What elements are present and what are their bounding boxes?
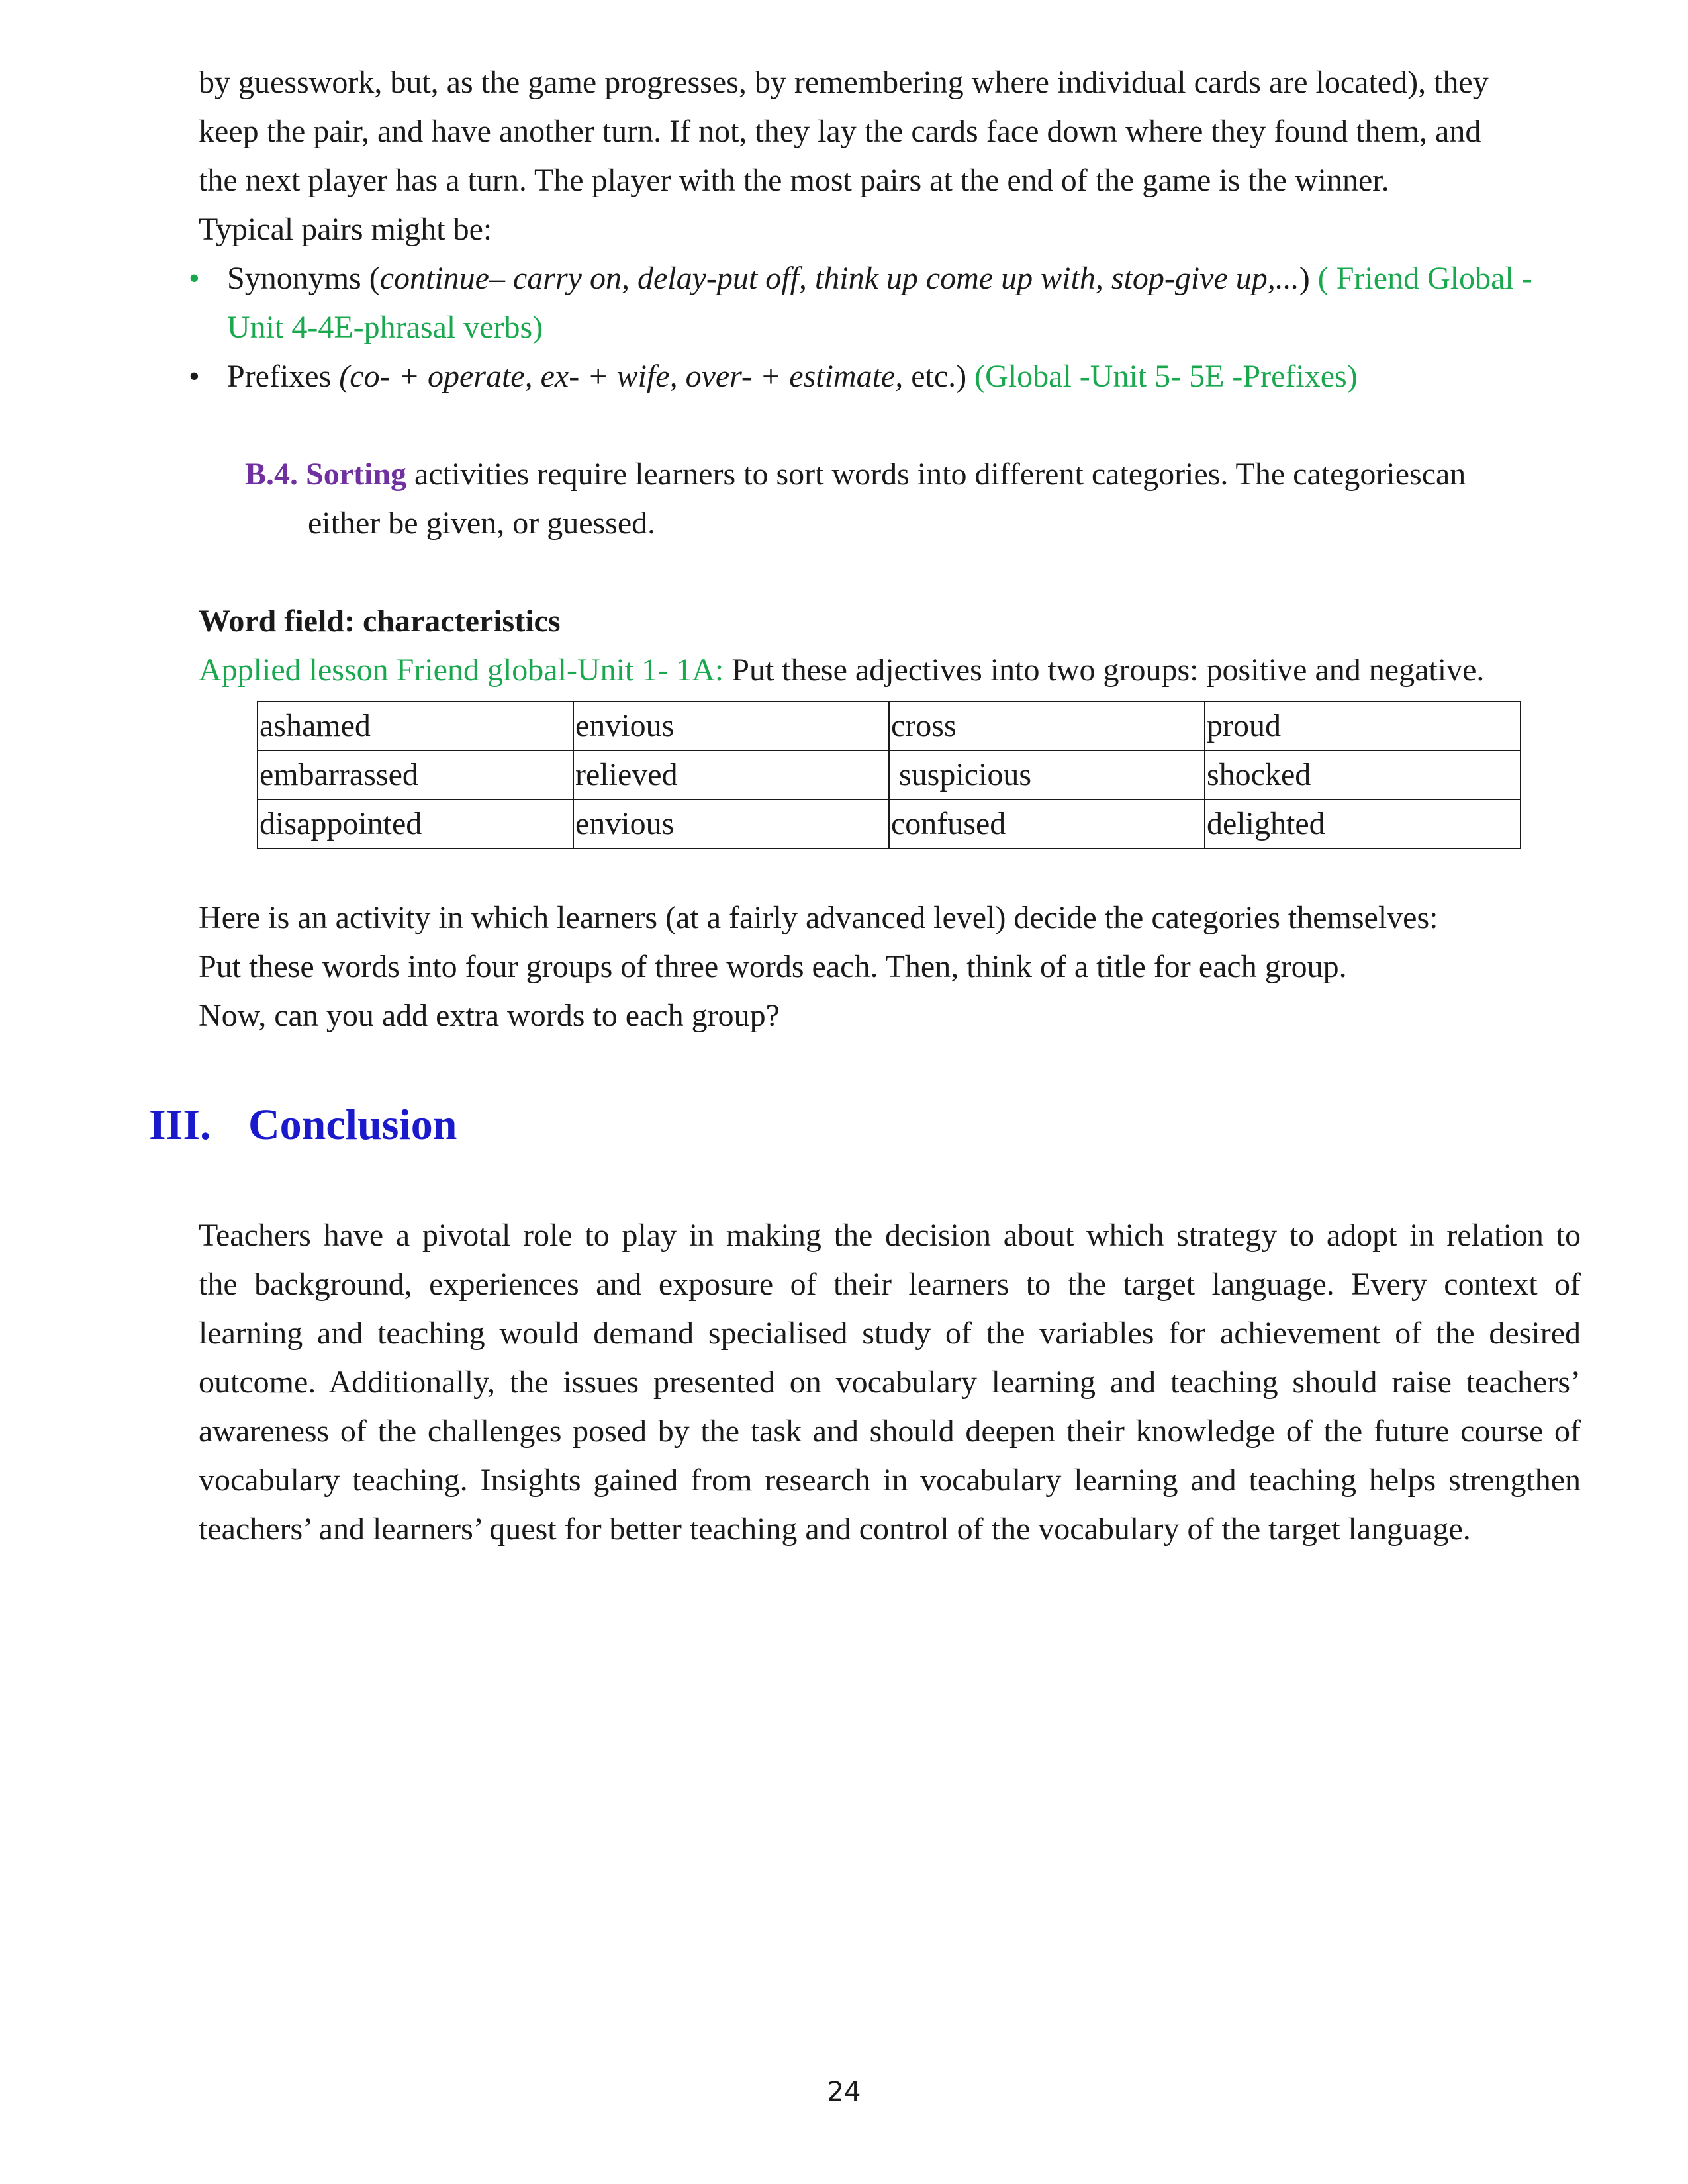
paragraph-line: outcome. Additionally, the issues presented on vocabulary learning and teaching should raise teachers’ bbox=[199, 1365, 1581, 1400]
paragraph-line: teachers’ and learners’ quest for better teaching and control of the vocabulary of the target language. bbox=[199, 1512, 1471, 1547]
bullet-examples: continue– carry on, delay-put off, think up come up with, stop-give up,... bbox=[379, 261, 1299, 296]
bullet-reference-cont: Unit 4-4E-phrasal verbs) bbox=[227, 310, 543, 345]
adjective-table bbox=[257, 701, 1521, 849]
table-row bbox=[258, 751, 1521, 799]
table-cell: cross bbox=[889, 702, 1205, 751]
table-cell: delighted bbox=[1205, 799, 1521, 848]
applied-lesson-instruction: Put these adjectives into two groups: positive and negative. bbox=[724, 653, 1485, 688]
bullet-synonyms bbox=[227, 254, 1532, 303]
bullet-label: Synonyms ( bbox=[227, 261, 380, 296]
activity-line: Now, can you add extra words to each group? bbox=[199, 998, 780, 1033]
page-number: 24 bbox=[827, 2077, 861, 2107]
section-heading bbox=[149, 1095, 457, 1155]
table-cell: embarrassed bbox=[258, 751, 573, 799]
table-row bbox=[258, 799, 1521, 848]
table-cell: proud bbox=[1205, 702, 1521, 751]
table-row bbox=[258, 702, 1521, 751]
intro-line: keep the pair, and have another turn. If not, they lay the cards face down where they found them, and bbox=[199, 114, 1481, 149]
applied-lesson bbox=[199, 646, 1484, 695]
paragraph-line: vocabulary teaching. Insights gained from research in vocabulary learning and teaching helps strengthen bbox=[199, 1463, 1581, 1498]
table-cell: suspicious bbox=[889, 751, 1205, 799]
bullet-reference: ( Friend Global - bbox=[1309, 261, 1532, 296]
sorting-text-cont: either be given, or guessed. bbox=[308, 506, 656, 541]
table-cell: shocked bbox=[1205, 751, 1521, 799]
section-number: III. bbox=[149, 1101, 211, 1149]
sorting-text: activities require learners to sort words into different categories. The categoriescan bbox=[406, 457, 1466, 492]
paragraph-line: awareness of the challenges posed by the task and should deepen their knowledge of the future course of bbox=[199, 1414, 1581, 1449]
table-cell: disappointed bbox=[258, 799, 573, 848]
table-cell: envious bbox=[573, 702, 889, 751]
word-field-title: Word field: characteristics bbox=[199, 604, 561, 639]
sorting-paragraph bbox=[245, 450, 1466, 499]
bullet-close: ) bbox=[1299, 261, 1310, 296]
bullet-label: Prefixes bbox=[227, 359, 340, 394]
table-cell: ashamed bbox=[258, 702, 573, 751]
paragraph-line: the background, experiences and exposure of their learners to the target language. Every context of bbox=[199, 1267, 1581, 1302]
bullet-examples: (co- + operate, ex- + wife, over- + estimate, bbox=[339, 359, 904, 394]
intro-line: by guesswork, but, as the game progresses, by remembering where individual cards are located), they bbox=[199, 65, 1489, 100]
paragraph-line: learning and teaching would demand specialised study of the variables for achievement of the desired bbox=[199, 1316, 1581, 1351]
section-title: Conclusion bbox=[248, 1101, 457, 1149]
bullet-reference: (Global -Unit 5- 5E -Prefixes) bbox=[974, 359, 1358, 394]
intro-line: the next player has a turn. The player with the most pairs at the end of the game is the winner. bbox=[199, 163, 1389, 198]
bullet-prefixes bbox=[227, 352, 1358, 401]
table-cell: envious bbox=[573, 799, 889, 848]
activity-line: Put these words into four groups of three words each. Then, think of a title for each group. bbox=[199, 949, 1347, 984]
paragraph-line: Teachers have a pivotal role to play in making the decision about which strategy to adopt in relation to bbox=[199, 1218, 1581, 1253]
applied-lesson-ref: Applied lesson Friend global-Unit 1- 1A: bbox=[199, 653, 724, 688]
sorting-label: B.4. Sorting bbox=[245, 457, 407, 492]
intro-line: Typical pairs might be: bbox=[199, 212, 492, 247]
conclusion-paragraph bbox=[199, 1211, 1581, 1554]
table-cell: confused bbox=[889, 799, 1205, 848]
table-cell: relieved bbox=[573, 751, 889, 799]
bullet-tail: etc.) bbox=[903, 359, 975, 394]
activity-line: Here is an activity in which learners (at a fairly advanced level) decide the categories themselves: bbox=[199, 900, 1438, 935]
bullet-icon: • bbox=[189, 261, 200, 296]
bullet-icon: • bbox=[189, 359, 200, 394]
